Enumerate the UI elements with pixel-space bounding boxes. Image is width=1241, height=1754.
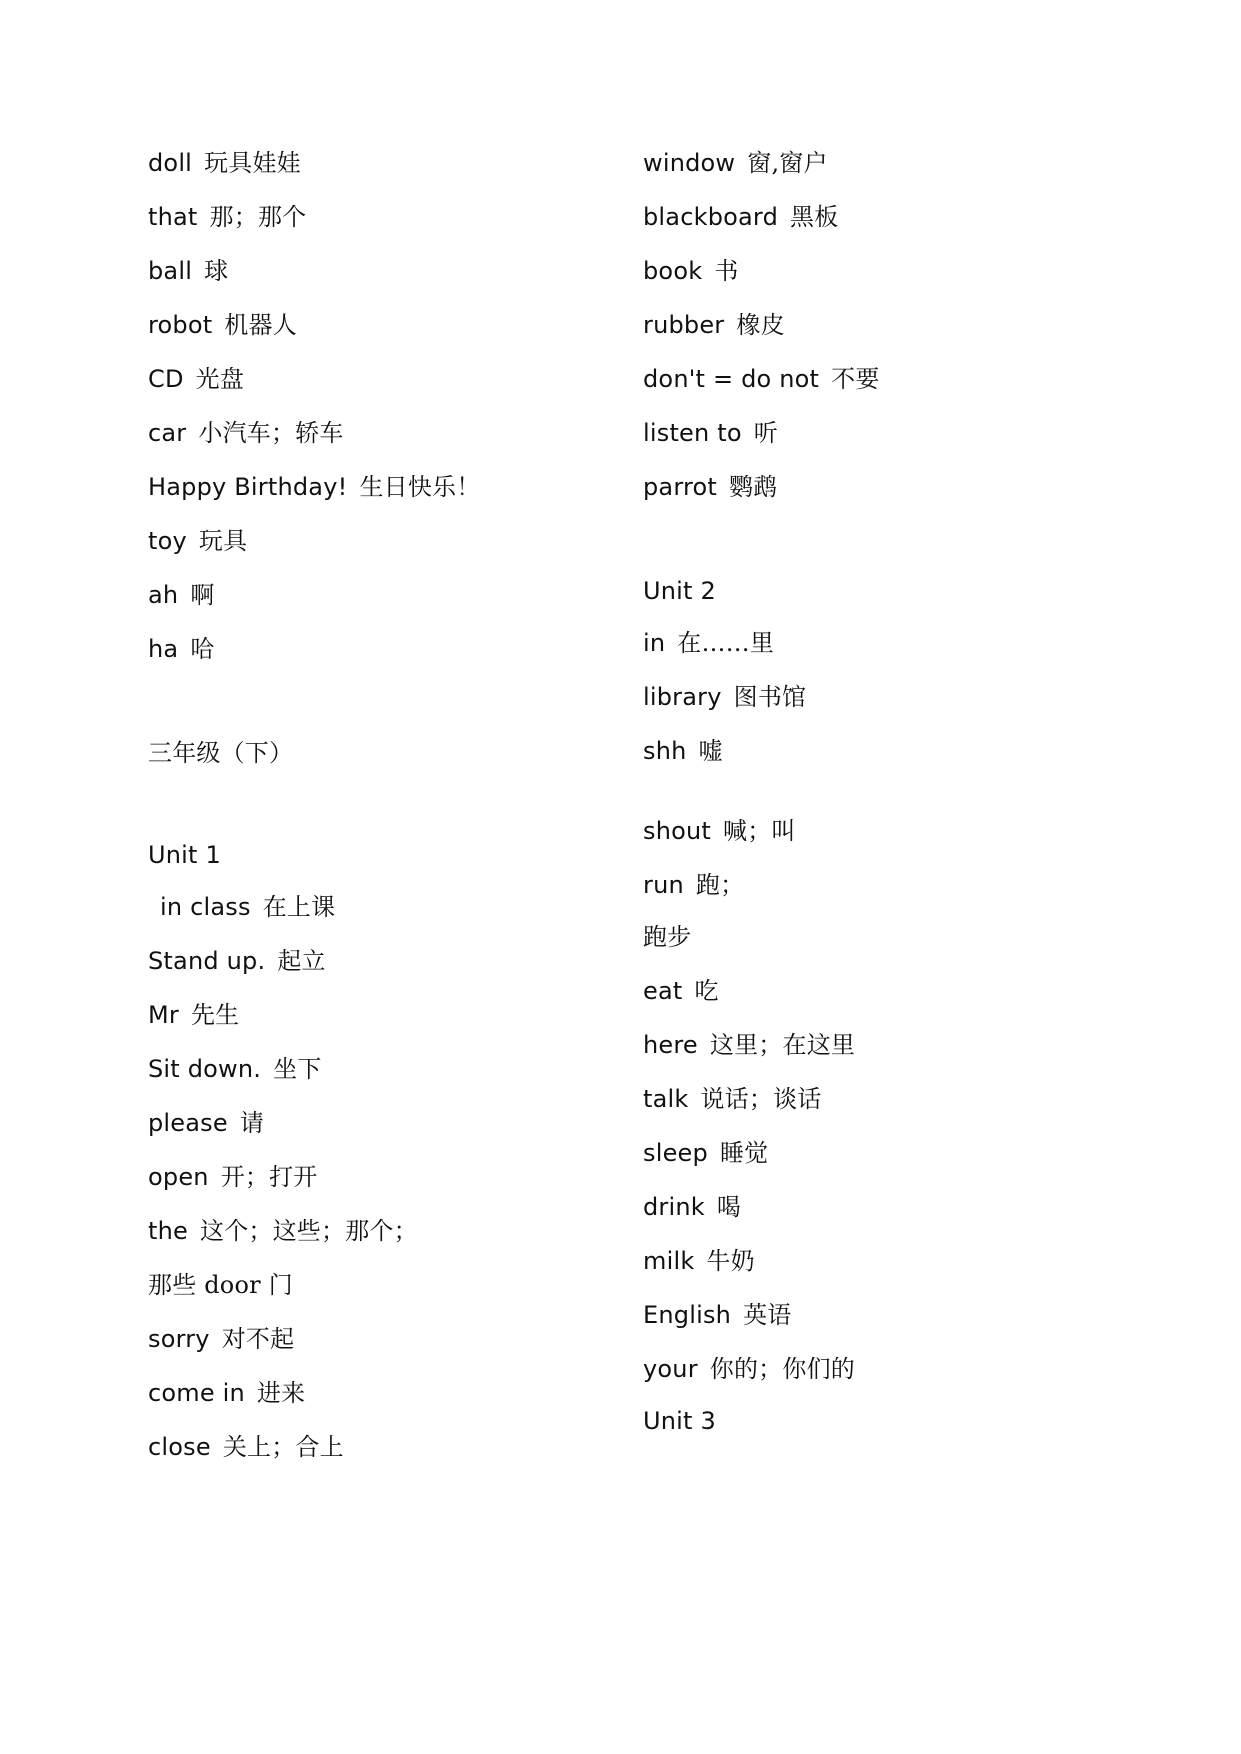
vocab-line-doll xyxy=(148,148,301,178)
english-word: open xyxy=(148,1163,209,1191)
chinese-meaning: 那些 door xyxy=(148,1271,261,1299)
english-word: blackboard xyxy=(643,203,779,231)
vocab-line-library xyxy=(643,682,806,712)
vocab-line-open xyxy=(148,1162,318,1192)
vocab-line-window xyxy=(643,148,828,178)
vocab-line-parrot xyxy=(643,472,777,502)
english-word: toy xyxy=(148,527,187,555)
english-word: Sit down. xyxy=(148,1055,262,1083)
english-word: book xyxy=(643,257,703,285)
vocab-line-ah xyxy=(148,580,215,610)
chinese-meaning: 鹦鹉 xyxy=(729,473,778,501)
english-word: the xyxy=(148,1217,188,1245)
chinese-meaning: 这里；在这里 xyxy=(709,1031,856,1059)
vocab-line-robot xyxy=(148,310,297,340)
vocab-line-drink xyxy=(643,1192,741,1222)
vocab-line-run xyxy=(643,870,744,900)
chinese-meaning: 先生 xyxy=(190,1001,240,1029)
english-word: don't = do not xyxy=(643,365,820,393)
chinese-meaning: 睡觉 xyxy=(719,1139,769,1167)
vocab-line-your xyxy=(643,1354,855,1384)
chinese-meaning: 关上；合上 xyxy=(222,1433,344,1461)
chinese-meaning: 图书馆 xyxy=(733,683,807,711)
vocab-line-in-class xyxy=(160,892,335,922)
chinese-meaning: 小汽车；轿车 xyxy=(198,419,344,447)
english-word: robot xyxy=(148,311,213,339)
english-word: come in xyxy=(148,1379,245,1407)
english-word: rubber xyxy=(643,311,725,339)
english-word: Stand up. xyxy=(148,947,266,975)
english-word: ball xyxy=(148,257,193,285)
english-word: 门 xyxy=(268,1271,293,1299)
vocab-line-mr xyxy=(148,1000,239,1030)
english-word: ha xyxy=(148,635,179,663)
chinese-meaning: 书 xyxy=(714,257,739,285)
chinese-meaning: 橡皮 xyxy=(736,311,785,339)
vocab-line-milk xyxy=(643,1246,755,1276)
english-word: shh xyxy=(643,737,687,765)
chinese-meaning: 光盘 xyxy=(195,365,245,393)
chinese-meaning: 喝 xyxy=(716,1193,742,1221)
vocab-line-english xyxy=(643,1300,791,1330)
chinese-meaning: 请 xyxy=(239,1109,265,1137)
unit-heading-text: Unit 1 xyxy=(148,841,221,869)
english-word: in class xyxy=(160,893,251,921)
vocab-line-the xyxy=(148,1216,418,1246)
chinese-meaning: 生日快乐！ xyxy=(359,473,481,501)
chinese-meaning: 这个；这些；那个； xyxy=(200,1217,418,1245)
english-word: milk xyxy=(643,1247,695,1275)
english-word: sorry xyxy=(148,1325,210,1353)
chinese-meaning: 在上课 xyxy=(262,893,336,921)
section-heading-grade3-vol2 xyxy=(148,738,293,768)
chinese-meaning: 说话；谈话 xyxy=(700,1085,822,1113)
chinese-meaning: 开；打开 xyxy=(220,1163,318,1191)
chinese-meaning: 喊；叫 xyxy=(723,817,796,845)
vocab-line-that xyxy=(148,202,306,232)
chinese-meaning: 不要 xyxy=(831,365,880,393)
chinese-meaning: 玩具 xyxy=(198,527,248,555)
vocab-line-sorry xyxy=(148,1324,294,1354)
unit-heading-1 xyxy=(148,840,221,870)
vocab-line-close xyxy=(148,1432,344,1462)
english-word: English xyxy=(643,1301,732,1329)
chinese-meaning: 在……里 xyxy=(677,629,775,657)
vocab-line-ha xyxy=(148,634,215,664)
english-word: Mr xyxy=(148,1001,179,1029)
vocab-line-happy-birthday xyxy=(148,472,480,502)
english-word: car xyxy=(148,419,187,447)
chinese-meaning: 啊 xyxy=(190,581,215,609)
vocab-line-please xyxy=(148,1108,264,1138)
unit-heading-text: Unit 2 xyxy=(643,577,716,605)
english-word: listen to xyxy=(643,419,742,447)
chinese-meaning: 机器人 xyxy=(224,311,297,339)
vocab-line-rubber xyxy=(643,310,785,340)
english-word: parrot xyxy=(643,473,718,501)
chinese-meaning: 起立 xyxy=(277,947,326,975)
vocab-line-eat xyxy=(643,976,719,1006)
vocab-line-car xyxy=(148,418,344,448)
chinese-meaning: 嘘 xyxy=(698,737,723,765)
english-word: library xyxy=(643,683,722,711)
chinese-meaning: 听 xyxy=(753,419,778,447)
english-word: doll xyxy=(148,149,193,177)
english-word: CD xyxy=(148,365,184,393)
english-word: shout xyxy=(643,817,712,845)
chinese-meaning: 牛奶 xyxy=(706,1247,755,1275)
vocab-line-sit-down xyxy=(148,1054,322,1084)
english-word: drink xyxy=(643,1193,705,1221)
english-word: that xyxy=(148,203,198,231)
english-word: in xyxy=(643,629,666,657)
vocab-line-shout xyxy=(643,816,796,846)
chinese-meaning: 进来 xyxy=(256,1379,306,1407)
english-word: window xyxy=(643,149,736,177)
chinese-meaning: 跑； xyxy=(695,871,745,899)
right-column xyxy=(643,0,1123,1754)
vocab-line-listen-to xyxy=(643,418,778,448)
english-word: please xyxy=(148,1109,228,1137)
chinese-meaning: 英语 xyxy=(743,1301,792,1329)
vocab-line-here xyxy=(643,1030,855,1060)
chinese-meaning: 黑板 xyxy=(790,203,839,231)
unit-heading-text: Unit 3 xyxy=(643,1407,716,1435)
vocab-line-in xyxy=(643,628,774,658)
vocab-line-stand-up xyxy=(148,946,326,976)
chinese-meaning: 哈 xyxy=(190,635,215,663)
vocab-line-come-in xyxy=(148,1378,305,1408)
chinese-meaning: 玩具娃娃 xyxy=(204,149,301,177)
chinese-meaning: 球 xyxy=(204,257,229,285)
english-word: run xyxy=(643,871,684,899)
chinese-meaning: 你的；你们的 xyxy=(709,1355,855,1383)
left-column xyxy=(148,0,628,1754)
english-word: ah xyxy=(148,581,179,609)
english-word: your xyxy=(643,1355,698,1383)
vocab-line-cd xyxy=(148,364,244,394)
chinese-meaning: 坐下 xyxy=(273,1055,322,1083)
chinese-meaning: 那；那个 xyxy=(209,203,307,231)
unit-heading-3 xyxy=(643,1406,716,1436)
vocab-line-blackboard xyxy=(643,202,838,232)
vocab-line-talk xyxy=(643,1084,821,1114)
english-word: here xyxy=(643,1031,698,1059)
vocab-line-ball xyxy=(148,256,228,286)
english-word: Happy Birthday! xyxy=(148,473,348,501)
vocab-line-book xyxy=(643,256,739,286)
vocab-line-door xyxy=(148,1270,293,1300)
chinese-meaning: 对不起 xyxy=(221,1325,295,1353)
vocab-line-toy xyxy=(148,526,247,556)
chinese-meaning: 吃 xyxy=(694,977,719,1005)
section-heading-text: 三年级（下） xyxy=(148,739,294,767)
vocab-line-run-continued xyxy=(643,922,691,952)
chinese-meaning: 跑步 xyxy=(643,923,692,951)
english-word: sleep xyxy=(643,1139,708,1167)
english-word: talk xyxy=(643,1085,689,1113)
english-word: close xyxy=(148,1433,211,1461)
english-word: eat xyxy=(643,977,683,1005)
vocab-line-dont xyxy=(643,364,880,394)
vocab-line-sleep xyxy=(643,1138,768,1168)
vocab-line-shh xyxy=(643,736,723,766)
chinese-meaning: 窗,窗户 xyxy=(747,149,828,177)
unit-heading-2 xyxy=(643,576,716,606)
